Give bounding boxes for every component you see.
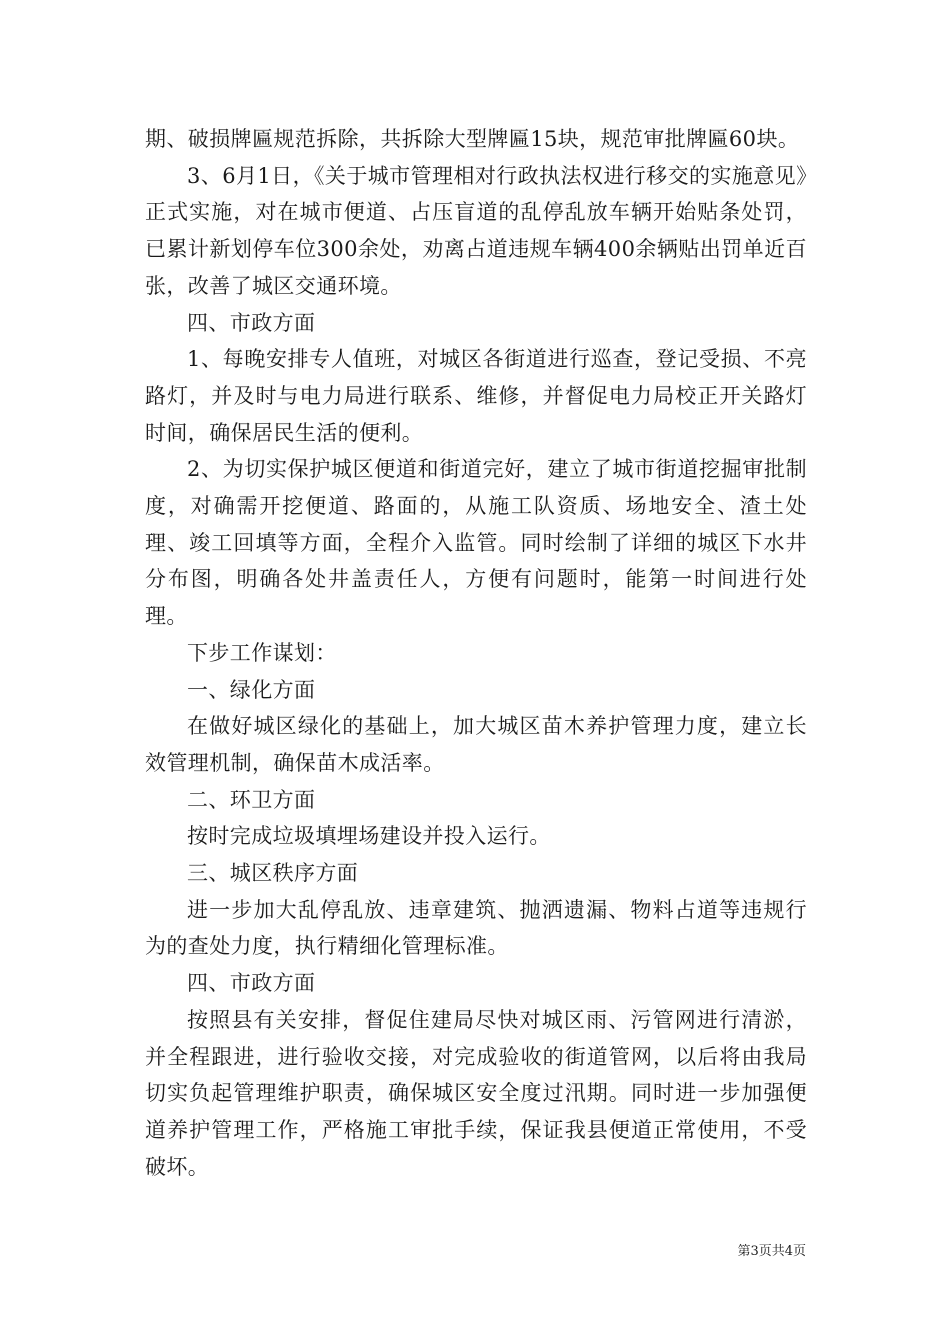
paragraph: 按时完成垃圾填埋场建设并投入运行。 <box>187 824 551 849</box>
paragraph: 按照县有关安排，督促住建局尽快对城区雨、污管网进行清淤，并全程跟进，进行验收交接，对完成验收的街道管网，以后将由我局切实负起管理维护职责，确保城区安全度过汛期。同时进一步加强便道养护管理工作，严格施工审批手续，保证我县便道正常使用，不受破坏。 <box>145 1007 807 1179</box>
document-body <box>145 121 807 1185</box>
paragraph: 3、6月1日，《关于城市管理相对行政执法权进行移交的实施意见》正式实施，对在城市便道、占压盲道的乱停乱放车辆开始贴条处罚，已累计新划停车位300余处，劝离占道违规车辆400余辆贴出罚单近百张，改善了城区交通环境。 <box>145 163 807 298</box>
section-heading: 三、城区秩序方面 <box>187 861 359 886</box>
section-heading: 四、市政方面 <box>187 971 316 996</box>
paragraph: 在做好城区绿化的基础上，加大城区苗木养护管理力度，建立长效管理机制，确保苗木成活率。 <box>145 714 807 775</box>
section-heading: 一、绿化方面 <box>187 677 316 702</box>
paragraph: 2、为切实保护城区便道和街道完好，建立了城市街道挖掘审批制度，对确需开挖便道、路面的，从施工队资质、场地安全、渣土处理、竣工回填等方面，全程介入监管。同时绘制了详细的城区下水井分布图，明确各处井盖责任人，方便有问题时，能第一时间进行处理。 <box>145 457 807 629</box>
paragraph: 进一步加大乱停乱放、违章建筑、抛洒遗漏、物料占道等违规行为的查处力度，执行精细化管理标准。 <box>145 897 807 959</box>
paragraph: 1、每晚安排专人值班，对城区各街道进行巡查，登记受损、不亮路灯，并及时与电力局进行联系、维修，并督促电力局校正开关路灯时间，确保居民生活的便利。 <box>145 347 807 445</box>
section-heading: 四、市政方面 <box>187 310 316 335</box>
page-number: 第3页共4页 <box>737 1244 806 1259</box>
paragraph: 期、破损牌匾规范拆除，共拆除大型牌匾15块，规范审批牌匾60块。 <box>145 127 800 151</box>
section-heading: 二、环卫方面 <box>187 787 316 812</box>
section-heading: 下步工作谋划： <box>187 640 337 665</box>
